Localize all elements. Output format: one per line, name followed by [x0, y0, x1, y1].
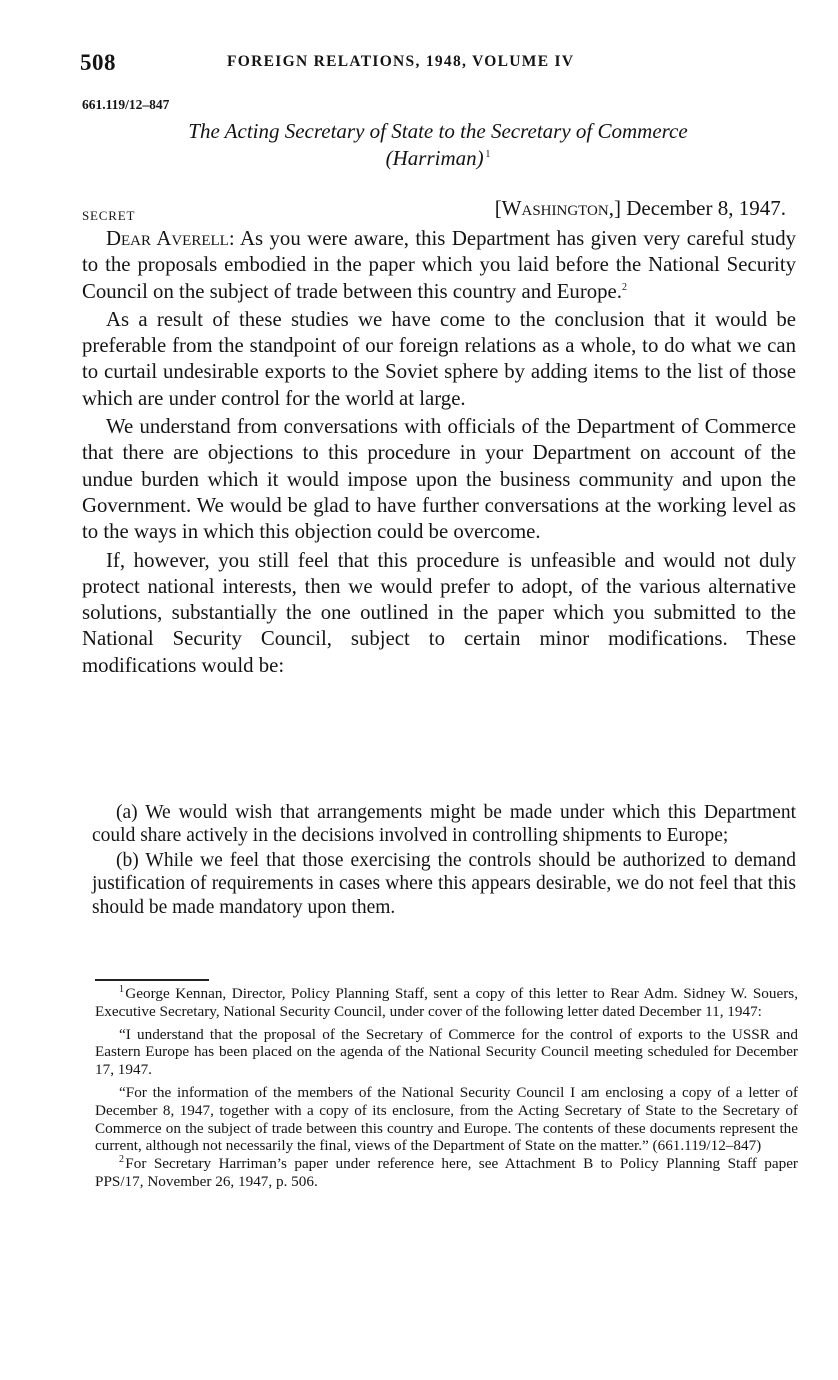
modification-list [92, 801, 796, 919]
item-text: While we feel that those exercising the controls should be authorized to demand justification of requirements in cases where this appears desirable, we do not feel that this should be made mandatory upon them. [92, 849, 796, 918]
footnote-text: For Secretary Harriman’s paper under reference here, see Attachment B to Policy Planning Staff paper PPS/17, November 26, 1947, p. 506. [95, 1155, 798, 1190]
footnote-marker: 1 [119, 983, 124, 995]
footnotes [95, 985, 798, 1191]
dateline-place: [Washington,] [494, 196, 621, 220]
dateline-date: December 8, 1947. [626, 196, 786, 220]
file-reference: 661.119/12–847 [82, 97, 170, 112]
footnote-marker: 2 [119, 1154, 124, 1166]
letter-paragraph [82, 226, 796, 305]
title-addressee: (Harriman) [385, 146, 484, 170]
page-number: 508 [80, 50, 116, 75]
letter-paragraph: As a result of these studies we have come to the conclusion that it would be preferable from the standpoint of our foreign relations as a whole, to do what we can to curtail undesirable exports to the Soviet sphere by adding items to the list of those which are under control for the world at large. [82, 307, 796, 410]
title-footnote-ref: 1 [485, 149, 491, 160]
paragraph-text: As you were aware, this Department has given very careful study to the proposals embodied in the paper which you laid before the National Security Council on the subject of trade between this country and Europe. [82, 227, 797, 303]
item-text: We would wish that arrangements might be made under which this Department could share actively in the decisions involved in controlling shipments to Europe; [92, 802, 796, 847]
footnote-ref: 2 [622, 281, 627, 293]
item-label: (a) [116, 802, 138, 823]
footnote-continuation: “For the information of the members of the National Security Council I am enclosing a copy of a letter of December 8, 1947, together with a copy of its enclosure, from the Acting Secretary of State to the Secretary of Commerce on the subject of trade between this country and Europe. The contents of these documents represent the current, although not necessarily the final, views of the Department of State on the matter.” (661.119/12–847) [95, 1083, 798, 1155]
footnote-continuation: “I understand that the proposal of the Secretary of Commerce for the control of exports to the USSR and Eastern Europe has been placed on the agenda of the National Security Council meeting scheduled for December 17, 1947. [95, 1025, 798, 1079]
classification-marking: SECRET [82, 208, 136, 223]
footnote-text: George Kennan, Director, Policy Planning Staff, sent a copy of this letter to Rear Adm. Sidney W. Souers, Executive Secretary, National Security Council, under cover of the following letter dated December 11, 1947: [95, 985, 798, 1020]
letter-body [82, 226, 796, 679]
dateline [495, 196, 786, 221]
letter-paragraph: We understand from conversations with officials of the Department of Commerce that there are objections to this procedure in your Department on account of the undue burden which it would impose upon the business community and upon the Government. We would be glad to have further conversations at the working level as to the ways in which this objection could be overcome. [82, 415, 796, 544]
footnote-divider [95, 979, 209, 981]
title-line-1: The Acting Secretary of State to the Secretary of Commerce [188, 119, 688, 143]
footnote [95, 1155, 798, 1191]
running-title: FOREIGN RELATIONS, 1948, VOLUME IV [227, 53, 575, 70]
item-label: (b) [116, 849, 139, 871]
title-line-2 [82, 145, 794, 172]
footnote [95, 985, 798, 1021]
document-title [82, 118, 794, 172]
modification-item [92, 801, 796, 848]
letter-paragraph: If, however, you still feel that this procedure is unfeasible and would not duly protect national interests, then we would prefer to adopt, of the various alternative solutions, substantially the one outlined in the paper which you submitted to the National Security Council, subject to certain minor modifications. These modifications would be: [82, 548, 796, 677]
running-head [80, 50, 792, 80]
salutation: Dear Averell: [106, 227, 235, 250]
modification-item [92, 849, 796, 919]
